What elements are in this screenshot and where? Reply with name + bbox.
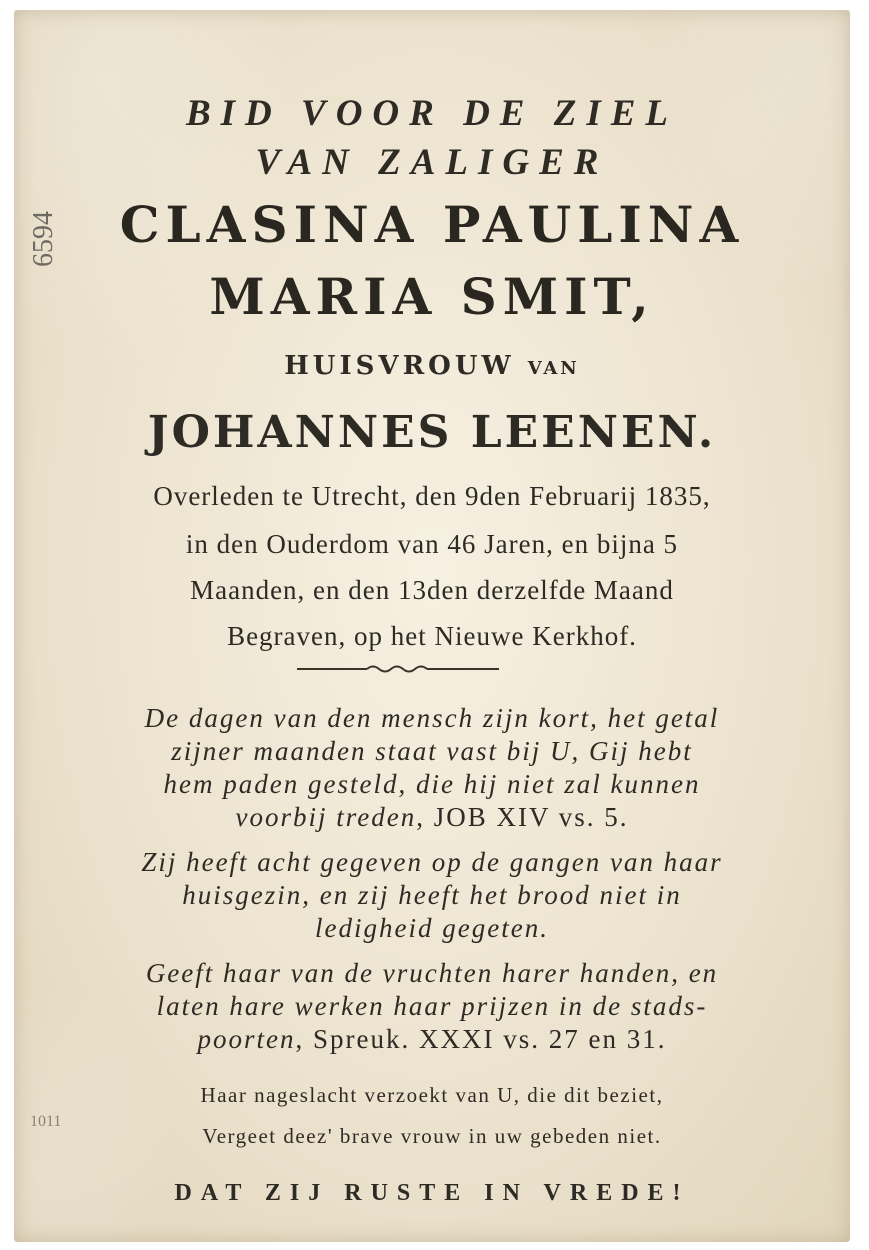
verse-3-line-3 [14, 1024, 850, 1055]
verse-1-reference: , JOB XIV vs. 5. [416, 802, 629, 832]
verse-3-reference: , Spreuk. XXXI vs. 27 en 31. [295, 1024, 667, 1054]
spouse-prefix-van: VAN [527, 358, 580, 379]
heading-line-1: BID VOOR DE ZIEL [185, 93, 679, 134]
poem-line-2: Vergeet deez' brave vrouw in uw gebeden niet. [202, 1124, 662, 1148]
verse-1-line-2: zijner maanden staat vast bij U, Gij hebt [171, 736, 693, 766]
ornamental-divider [297, 664, 499, 674]
deceased-name-line-2: MARIA SMIT, [209, 267, 655, 326]
verse-3-last-words: poorten [197, 1024, 296, 1054]
detail-line-2: in den Ouderdom van 46 Jaren, en bijna 5 [185, 529, 679, 559]
heading-line-2: VAN ZALIGER [255, 142, 609, 183]
spouse-prefix [14, 351, 850, 381]
verse-3-line-2: laten hare werken haar prijzen in de stads- [156, 991, 708, 1021]
memorial-card [14, 10, 850, 1242]
verse-1-last-words: voorbij treden [235, 802, 417, 832]
margin-number: 1011 [30, 1113, 62, 1130]
verse-2-line-3: ledigheid gegeten. [315, 913, 549, 943]
deceased-name-line-1: CLASINA PAULINA [119, 195, 745, 254]
verse-1-line-1: De dagen van den mensch zijn kort, het getal [144, 703, 720, 733]
husband-name: JOHANNES LEENEN. [147, 407, 717, 458]
detail-line-4: Begraven, op het Nieuwe Kerkhof. [227, 621, 637, 651]
closing-prayer: DAT ZIJ RUSTE IN VREDE! [174, 1180, 690, 1206]
poem-line-1: Haar nageslacht verzoekt van U, die dit beziet, [200, 1083, 664, 1107]
pencil-inventory-number: 6594 [28, 211, 59, 267]
verse-2-line-2: huisgezin, en zij heeft het brood niet in [182, 880, 682, 910]
spouse-prefix-huisvrouw: HUISVROUW [284, 351, 515, 381]
verse-1-line-3: hem paden gesteld, die hij niet zal kunnen [163, 769, 701, 799]
detail-line-1: Overleden te Utrecht, den 9den Februarij 1835, [153, 481, 711, 511]
verse-1-line-4 [14, 802, 850, 833]
verse-2-line-1: Zij heeft acht gegeven op de gangen van haar [141, 847, 723, 877]
verse-3-line-1: Geeft haar van de vruchten harer handen, en [145, 958, 719, 988]
detail-line-3: Maanden, en den 13den derzelfde Maand [190, 575, 674, 605]
